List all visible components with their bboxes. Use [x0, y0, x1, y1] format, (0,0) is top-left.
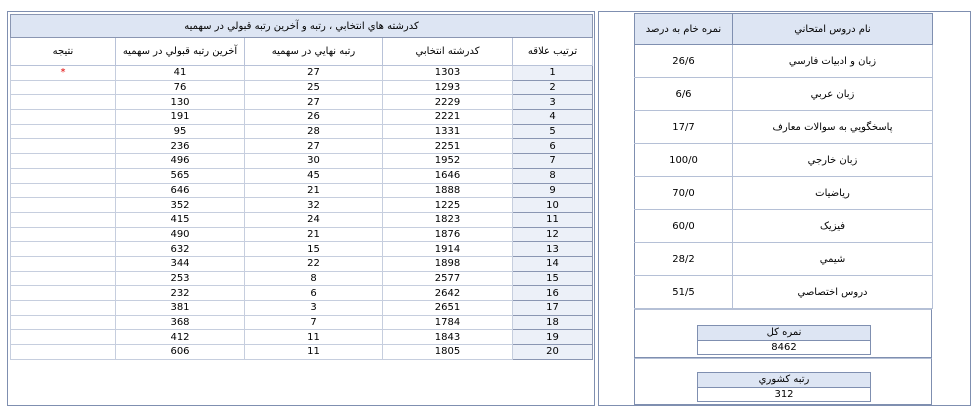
table-row: [11, 271, 593, 286]
total-score-box: [697, 325, 871, 355]
table-row: [11, 315, 593, 330]
table-row: [11, 110, 593, 125]
table-row: [11, 95, 593, 110]
cell-priority: 20: [513, 345, 593, 360]
header-priority: ترتيب علاقه: [513, 38, 593, 66]
cell-code: 2221: [383, 110, 513, 125]
table-row: [11, 212, 593, 227]
cell-subject: زبان عربي: [733, 78, 933, 111]
cell-result: [11, 345, 116, 360]
total-score-value: 8462: [698, 341, 870, 354]
cell-last-rank: 490: [116, 227, 245, 242]
table-row: [635, 210, 933, 243]
cell-last-rank: 253: [116, 271, 245, 286]
table-row: [11, 66, 593, 81]
cell-percent: 70/0: [635, 177, 733, 210]
cell-last-rank: 412: [116, 330, 245, 345]
national-rank-value: 312: [698, 388, 870, 401]
scores-table: [634, 13, 933, 309]
cell-code: 1914: [383, 242, 513, 257]
cell-priority: 19: [513, 330, 593, 345]
cell-priority: 7: [513, 154, 593, 169]
cell-subject: شيمي: [733, 243, 933, 276]
header-subject: نام دروس امتحاني: [733, 14, 933, 45]
cell-code: 1331: [383, 124, 513, 139]
cell-final-rank: 27: [245, 66, 383, 81]
cell-code: 1898: [383, 256, 513, 271]
cell-result: [11, 198, 116, 213]
header-code: کدرشته انتخابي: [383, 38, 513, 66]
table-row: [11, 168, 593, 183]
cell-code: 1303: [383, 66, 513, 81]
header-last-rank: آخرين رتبه قبولي در سهميه: [116, 38, 245, 66]
cell-result: [11, 301, 116, 316]
cell-result: [11, 330, 116, 345]
cell-final-rank: 45: [245, 168, 383, 183]
cell-code: 1646: [383, 168, 513, 183]
cell-code: 1823: [383, 212, 513, 227]
table-row: [11, 330, 593, 345]
national-rank-box: [697, 372, 871, 402]
cell-code: 1876: [383, 227, 513, 242]
cell-priority: 16: [513, 286, 593, 301]
cell-priority: 13: [513, 242, 593, 257]
cell-code: 2251: [383, 139, 513, 154]
cell-code: 2229: [383, 95, 513, 110]
cell-priority: 3: [513, 95, 593, 110]
cell-last-rank: 232: [116, 286, 245, 301]
cell-last-rank: 191: [116, 110, 245, 125]
choices-table: [10, 14, 593, 360]
cell-priority: 8: [513, 168, 593, 183]
cell-priority: 2: [513, 80, 593, 95]
table-row: [11, 345, 593, 360]
cell-last-rank: 632: [116, 242, 245, 257]
table-row: [11, 242, 593, 257]
cell-priority: 11: [513, 212, 593, 227]
cell-final-rank: 8: [245, 271, 383, 286]
cell-last-rank: 646: [116, 183, 245, 198]
cell-last-rank: 352: [116, 198, 245, 213]
cell-last-rank: 565: [116, 168, 245, 183]
cell-result: [11, 183, 116, 198]
cell-priority: 12: [513, 227, 593, 242]
cell-code: 1225: [383, 198, 513, 213]
cell-priority: 5: [513, 124, 593, 139]
cell-final-rank: 22: [245, 256, 383, 271]
cell-subject: رياضيات: [733, 177, 933, 210]
cell-priority: 15: [513, 271, 593, 286]
cell-result: [11, 256, 116, 271]
cell-code: 1888: [383, 183, 513, 198]
cell-last-rank: 130: [116, 95, 245, 110]
table-row: [11, 198, 593, 213]
header-result: نتيجه: [11, 38, 116, 66]
cell-result: [11, 124, 116, 139]
cell-last-rank: 415: [116, 212, 245, 227]
total-section: [634, 309, 932, 358]
cell-priority: 17: [513, 301, 593, 316]
cell-result: [11, 168, 116, 183]
cell-percent: 6/6: [635, 78, 733, 111]
cell-priority: 18: [513, 315, 593, 330]
cell-final-rank: 7: [245, 315, 383, 330]
table-row: [11, 124, 593, 139]
total-score-label: نمره کل: [698, 326, 870, 341]
cell-code: 1293: [383, 80, 513, 95]
cell-code: 1805: [383, 345, 513, 360]
cell-last-rank: 41: [116, 66, 245, 81]
rank-section: [634, 358, 932, 405]
table-row: [635, 45, 933, 78]
cell-final-rank: 28: [245, 124, 383, 139]
cell-percent: 100/0: [635, 144, 733, 177]
table-row: [11, 256, 593, 271]
cell-final-rank: 11: [245, 345, 383, 360]
cell-last-rank: 76: [116, 80, 245, 95]
table-row: [11, 227, 593, 242]
cell-result: [11, 110, 116, 125]
table-row: [11, 183, 593, 198]
cell-subject: پاسخگويي به سوالات معارف: [733, 111, 933, 144]
cell-result: [11, 286, 116, 301]
table-row: [635, 177, 933, 210]
cell-result: *: [11, 66, 116, 81]
cell-percent: 26/6: [635, 45, 733, 78]
cell-subject: زبان و ادبيات فارسي: [733, 45, 933, 78]
table-row: [635, 144, 933, 177]
cell-subject: دروس اختصاصي: [733, 276, 933, 309]
cell-percent: 17/7: [635, 111, 733, 144]
cell-result: [11, 271, 116, 286]
header-final-rank: رتبه نهايي در سهميه: [245, 38, 383, 66]
cell-priority: 1: [513, 66, 593, 81]
cell-final-rank: 6: [245, 286, 383, 301]
cell-priority: 9: [513, 183, 593, 198]
cell-code: 1784: [383, 315, 513, 330]
cell-last-rank: 236: [116, 139, 245, 154]
cell-final-rank: 30: [245, 154, 383, 169]
cell-code: 2651: [383, 301, 513, 316]
cell-priority: 4: [513, 110, 593, 125]
cell-final-rank: 11: [245, 330, 383, 345]
cell-final-rank: 21: [245, 183, 383, 198]
cell-percent: 51/5: [635, 276, 733, 309]
cell-last-rank: 344: [116, 256, 245, 271]
cell-result: [11, 154, 116, 169]
table-row: [11, 286, 593, 301]
table-row: [11, 154, 593, 169]
cell-result: [11, 80, 116, 95]
cell-final-rank: 27: [245, 95, 383, 110]
table-row: [635, 243, 933, 276]
table-row: [11, 80, 593, 95]
national-rank-label: رتبه کشوري: [698, 373, 870, 388]
cell-last-rank: 606: [116, 345, 245, 360]
cell-last-rank: 95: [116, 124, 245, 139]
cell-priority: 6: [513, 139, 593, 154]
table-row: [635, 111, 933, 144]
cell-final-rank: 26: [245, 110, 383, 125]
table-row: [635, 276, 933, 309]
table-row: [11, 139, 593, 154]
header-percent: نمره خام به درصد: [635, 14, 733, 45]
cell-last-rank: 496: [116, 154, 245, 169]
cell-result: [11, 139, 116, 154]
cell-subject: زبان خارجي: [733, 144, 933, 177]
choices-title: کدرشته هاي انتخابي ، رتبه و آخرين رتبه قبولي در سهميه: [11, 15, 593, 38]
cell-percent: 60/0: [635, 210, 733, 243]
cell-code: 1952: [383, 154, 513, 169]
cell-final-rank: 21: [245, 227, 383, 242]
cell-code: 2642: [383, 286, 513, 301]
cell-code: 1843: [383, 330, 513, 345]
table-row: [635, 78, 933, 111]
table-row: [11, 301, 593, 316]
cell-last-rank: 368: [116, 315, 245, 330]
cell-priority: 10: [513, 198, 593, 213]
cell-priority: 14: [513, 256, 593, 271]
cell-last-rank: 381: [116, 301, 245, 316]
cell-subject: فيزيک: [733, 210, 933, 243]
cell-code: 2577: [383, 271, 513, 286]
cell-final-rank: 25: [245, 80, 383, 95]
cell-percent: 28/2: [635, 243, 733, 276]
cell-result: [11, 242, 116, 257]
cell-result: [11, 315, 116, 330]
cell-final-rank: 24: [245, 212, 383, 227]
cell-final-rank: 3: [245, 301, 383, 316]
cell-final-rank: 15: [245, 242, 383, 257]
cell-final-rank: 32: [245, 198, 383, 213]
cell-final-rank: 27: [245, 139, 383, 154]
cell-result: [11, 212, 116, 227]
cell-result: [11, 227, 116, 242]
cell-result: [11, 95, 116, 110]
